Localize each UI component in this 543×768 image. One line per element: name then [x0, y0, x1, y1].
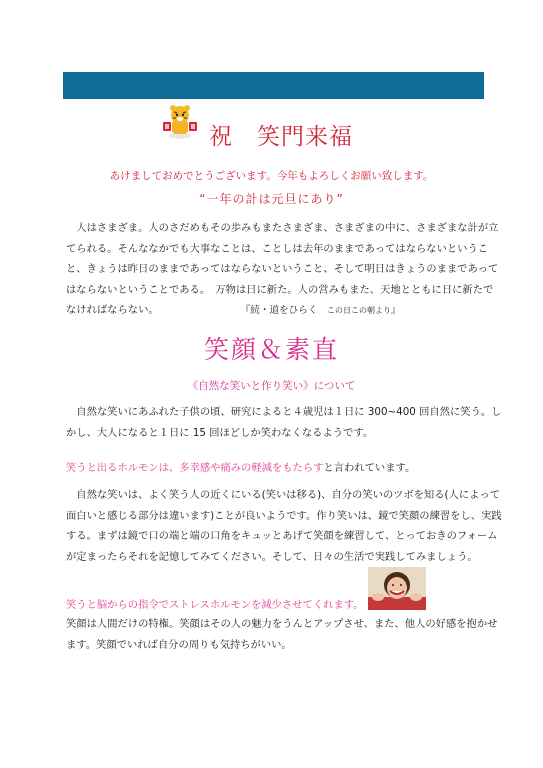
new-year-greeting: あけましておめでとうございます。今年もよろしくお願い致します。: [109, 170, 434, 182]
paragraph-line: する。まずは鏡で口の端と端の口角をキュッとあげて笑顔を練習して、とっておきのフォーム: [66, 530, 498, 542]
paragraph-line: と、きょうは昨日のままであってはならないということ、そして明日はきょうのままであって: [66, 263, 499, 275]
paragraph-line: 面白いと感じる部分は違います)ことが良いようです。作り笑いは、鏡で笑顔の練習をし、実践: [66, 509, 502, 522]
citation-title: 『続・道をひらく: [240, 305, 328, 316]
paragraph-line: はならないということである。 万物は日に新た。人の営みもまた、天地とともに日に新たで: [66, 283, 494, 296]
paragraph-line: かし、大人になると１日に 15 回ほどしか笑わなくなるようです。: [66, 426, 374, 439]
citation-subtitle: この日この朝より: [327, 306, 392, 315]
paragraph-4: [66, 614, 498, 655]
paragraph-line: 笑顔は人間だけの特権。笑顔はその人の魅力をうんとアップさせ、また、他人の好感を抱かせ: [66, 618, 498, 630]
section-subtitle: 《自然な笑いと作り笑い》について: [187, 380, 356, 392]
paragraph-line: 自然な笑いにあふれた子供の頃、研究によると４歳児は１日に 300~400 回自然に笑う。し: [66, 406, 502, 418]
highlight-rest-text: と言われています。: [323, 462, 416, 474]
paragraph-line: ます。笑顔でいれば自分の周りも気持ちがいい。: [66, 638, 292, 651]
citation-end: 』: [391, 305, 401, 316]
paragraph-line: てられる。そんななかでも大事なことは、ことしは去年のままであってはならないというこ: [66, 242, 489, 255]
paragraph-line: が定まったらそれを記憶してみてください。そして、日々の生活で実践してみましょう。: [66, 550, 478, 563]
highlight-pink-text: 笑うと出るホルモンは、多幸感や痛みの軽減をもたらす: [66, 462, 324, 474]
section-title: 笑顔＆素直: [203, 335, 339, 364]
smiling-woman-photo: [368, 567, 426, 610]
paragraph-last-line: [66, 300, 480, 322]
paragraph-line: 人はさまざま。人のさだめもその歩みもまたさまざま、さまざまの中に、さまざまな計が立: [66, 222, 499, 234]
paragraph-2: [66, 402, 502, 443]
citation: [241, 305, 401, 316]
paragraph-1: [66, 218, 499, 322]
motto: “一年の計は元旦にあり”: [199, 192, 344, 206]
header-bar: [63, 72, 484, 99]
tiger-mascot-icon: [160, 104, 200, 140]
page-title: 祝 笑門来福: [209, 124, 353, 150]
highlight-stress: 笑うと脳からの指令でストレスホルモンを減少させてくれます。: [66, 599, 364, 611]
paragraph-line: 自然な笑いは、よく笑う人の近くにいる(笑いは移る)、自分の笑いのツボを知る(人によって: [66, 489, 501, 501]
paragraph-line: なければならない。: [66, 304, 159, 316]
highlight-hormone: [66, 459, 415, 474]
paragraph-3: [66, 485, 502, 567]
